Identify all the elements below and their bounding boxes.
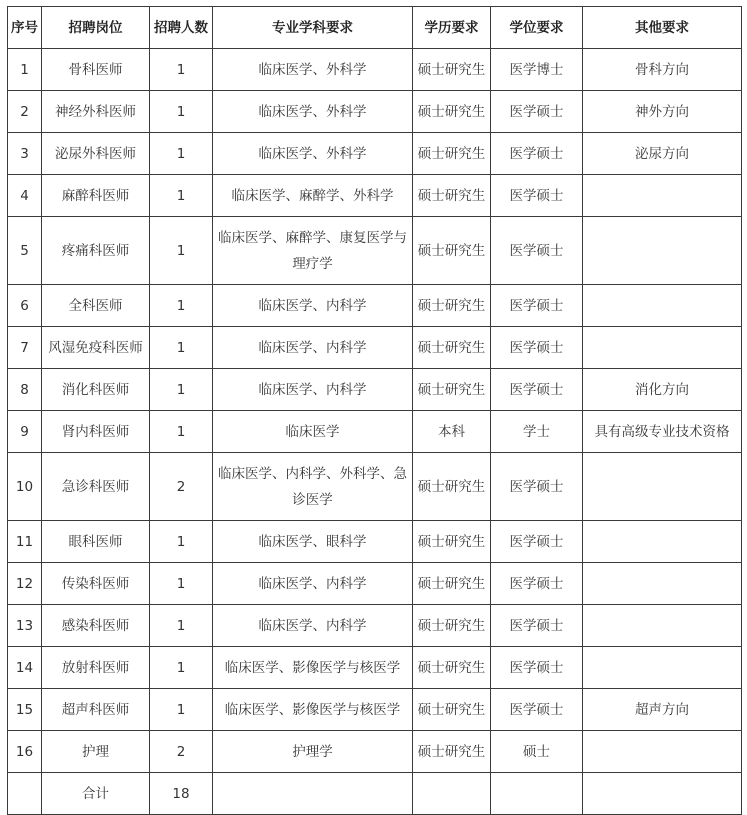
cell-education: 硕士研究生 <box>413 453 491 521</box>
cell-other: 消化方向 <box>583 369 742 411</box>
cell-post: 感染科医师 <box>42 605 150 647</box>
cell-education: 硕士研究生 <box>413 689 491 731</box>
cell-degree: 医学博士 <box>491 49 583 91</box>
cell-education: 硕士研究生 <box>413 521 491 563</box>
cell-education: 硕士研究生 <box>413 175 491 217</box>
cell-other <box>583 605 742 647</box>
cell-no: 4 <box>8 175 42 217</box>
cell-other <box>583 217 742 285</box>
cell-post: 骨科医师 <box>42 49 150 91</box>
table-row <box>8 369 742 411</box>
cell-other <box>583 731 742 773</box>
table-row <box>8 521 742 563</box>
cell-count: 1 <box>150 217 213 285</box>
cell-education: 硕士研究生 <box>413 285 491 327</box>
cell-count: 1 <box>150 285 213 327</box>
cell-other <box>583 327 742 369</box>
table-row <box>8 175 742 217</box>
cell-major: 护理学 <box>213 731 413 773</box>
cell-major: 临床医学、内科学 <box>213 605 413 647</box>
cell-degree: 医学硕士 <box>491 605 583 647</box>
cell-no: 9 <box>8 411 42 453</box>
total-empty-degree <box>491 773 583 815</box>
cell-degree: 医学硕士 <box>491 689 583 731</box>
cell-count: 1 <box>150 411 213 453</box>
cell-count: 1 <box>150 327 213 369</box>
cell-count: 1 <box>150 175 213 217</box>
cell-count: 1 <box>150 521 213 563</box>
table-row <box>8 563 742 605</box>
cell-no: 16 <box>8 731 42 773</box>
total-empty-no <box>8 773 42 815</box>
table-body <box>8 49 742 815</box>
cell-post: 传染科医师 <box>42 563 150 605</box>
cell-education: 硕士研究生 <box>413 217 491 285</box>
cell-major: 临床医学、麻醉学、康复医学与理疗学 <box>213 217 413 285</box>
cell-count: 1 <box>150 689 213 731</box>
cell-post: 超声科医师 <box>42 689 150 731</box>
cell-degree: 医学硕士 <box>491 133 583 175</box>
header-other: 其他要求 <box>583 7 742 49</box>
cell-post: 疼痛科医师 <box>42 217 150 285</box>
cell-no: 5 <box>8 217 42 285</box>
cell-no: 14 <box>8 647 42 689</box>
cell-post: 泌尿外科医师 <box>42 133 150 175</box>
cell-major: 临床医学、内科学 <box>213 563 413 605</box>
cell-count: 2 <box>150 453 213 521</box>
table-row <box>8 133 742 175</box>
cell-major: 临床医学、影像医学与核医学 <box>213 689 413 731</box>
cell-degree: 医学硕士 <box>491 563 583 605</box>
cell-degree: 医学硕士 <box>491 647 583 689</box>
cell-no: 12 <box>8 563 42 605</box>
cell-other <box>583 521 742 563</box>
cell-major: 临床医学、麻醉学、外科学 <box>213 175 413 217</box>
cell-no: 13 <box>8 605 42 647</box>
cell-other: 具有高级专业技术资格 <box>583 411 742 453</box>
total-empty-major <box>213 773 413 815</box>
cell-count: 1 <box>150 647 213 689</box>
table-row <box>8 285 742 327</box>
header-no: 序号 <box>8 7 42 49</box>
cell-count: 1 <box>150 369 213 411</box>
cell-post: 神经外科医师 <box>42 91 150 133</box>
cell-count: 1 <box>150 605 213 647</box>
cell-degree: 医学硕士 <box>491 175 583 217</box>
cell-education: 硕士研究生 <box>413 49 491 91</box>
cell-degree: 硕士 <box>491 731 583 773</box>
cell-education: 硕士研究生 <box>413 563 491 605</box>
header-post: 招聘岗位 <box>42 7 150 49</box>
cell-major: 临床医学、眼科学 <box>213 521 413 563</box>
recruitment-table <box>7 6 742 815</box>
cell-no: 6 <box>8 285 42 327</box>
cell-major: 临床医学 <box>213 411 413 453</box>
cell-other <box>583 647 742 689</box>
cell-degree: 医学硕士 <box>491 369 583 411</box>
cell-other: 泌尿方向 <box>583 133 742 175</box>
cell-degree: 学士 <box>491 411 583 453</box>
cell-major: 临床医学、内科学 <box>213 285 413 327</box>
cell-other <box>583 175 742 217</box>
cell-education: 硕士研究生 <box>413 327 491 369</box>
cell-education: 硕士研究生 <box>413 369 491 411</box>
cell-education: 硕士研究生 <box>413 133 491 175</box>
header-education: 学历要求 <box>413 7 491 49</box>
cell-other: 神外方向 <box>583 91 742 133</box>
cell-no: 8 <box>8 369 42 411</box>
cell-no: 3 <box>8 133 42 175</box>
cell-other: 骨科方向 <box>583 49 742 91</box>
table-row <box>8 91 742 133</box>
cell-degree: 医学硕士 <box>491 217 583 285</box>
cell-post: 消化科医师 <box>42 369 150 411</box>
table-row <box>8 647 742 689</box>
table-row <box>8 605 742 647</box>
cell-post: 眼科医师 <box>42 521 150 563</box>
cell-count: 1 <box>150 563 213 605</box>
table-row <box>8 327 742 369</box>
header-major: 专业学科要求 <box>213 7 413 49</box>
cell-post: 风湿免疫科医师 <box>42 327 150 369</box>
cell-major: 临床医学、外科学 <box>213 49 413 91</box>
table-row <box>8 49 742 91</box>
cell-education: 硕士研究生 <box>413 647 491 689</box>
cell-no: 15 <box>8 689 42 731</box>
cell-post: 放射科医师 <box>42 647 150 689</box>
cell-education: 本科 <box>413 411 491 453</box>
table-header <box>8 7 742 49</box>
cell-major: 临床医学、外科学 <box>213 91 413 133</box>
header-row <box>8 7 742 49</box>
cell-post: 肾内科医师 <box>42 411 150 453</box>
cell-major: 临床医学、影像医学与核医学 <box>213 647 413 689</box>
total-label: 合计 <box>42 773 150 815</box>
cell-post: 护理 <box>42 731 150 773</box>
table-row <box>8 453 742 521</box>
cell-degree: 医学硕士 <box>491 327 583 369</box>
cell-no: 10 <box>8 453 42 521</box>
total-row <box>8 773 742 815</box>
cell-education: 硕士研究生 <box>413 731 491 773</box>
cell-other <box>583 285 742 327</box>
cell-no: 1 <box>8 49 42 91</box>
cell-major: 临床医学、内科学、外科学、急诊医学 <box>213 453 413 521</box>
cell-degree: 医学硕士 <box>491 91 583 133</box>
cell-major: 临床医学、内科学 <box>213 327 413 369</box>
cell-no: 2 <box>8 91 42 133</box>
cell-other <box>583 563 742 605</box>
cell-post: 急诊科医师 <box>42 453 150 521</box>
table-row <box>8 689 742 731</box>
table-row <box>8 731 742 773</box>
cell-no: 7 <box>8 327 42 369</box>
cell-count: 2 <box>150 731 213 773</box>
cell-other <box>583 453 742 521</box>
header-count: 招聘人数 <box>150 7 213 49</box>
cell-count: 1 <box>150 133 213 175</box>
total-empty-other <box>583 773 742 815</box>
table-row <box>8 217 742 285</box>
cell-major: 临床医学、内科学 <box>213 369 413 411</box>
total-empty-education <box>413 773 491 815</box>
cell-no: 11 <box>8 521 42 563</box>
cell-degree: 医学硕士 <box>491 521 583 563</box>
cell-post: 全科医师 <box>42 285 150 327</box>
header-degree: 学位要求 <box>491 7 583 49</box>
cell-degree: 医学硕士 <box>491 453 583 521</box>
cell-major: 临床医学、外科学 <box>213 133 413 175</box>
cell-education: 硕士研究生 <box>413 91 491 133</box>
cell-count: 1 <box>150 91 213 133</box>
cell-degree: 医学硕士 <box>491 285 583 327</box>
table-row <box>8 411 742 453</box>
total-count: 18 <box>150 773 213 815</box>
cell-other: 超声方向 <box>583 689 742 731</box>
cell-count: 1 <box>150 49 213 91</box>
cell-post: 麻醉科医师 <box>42 175 150 217</box>
cell-education: 硕士研究生 <box>413 605 491 647</box>
